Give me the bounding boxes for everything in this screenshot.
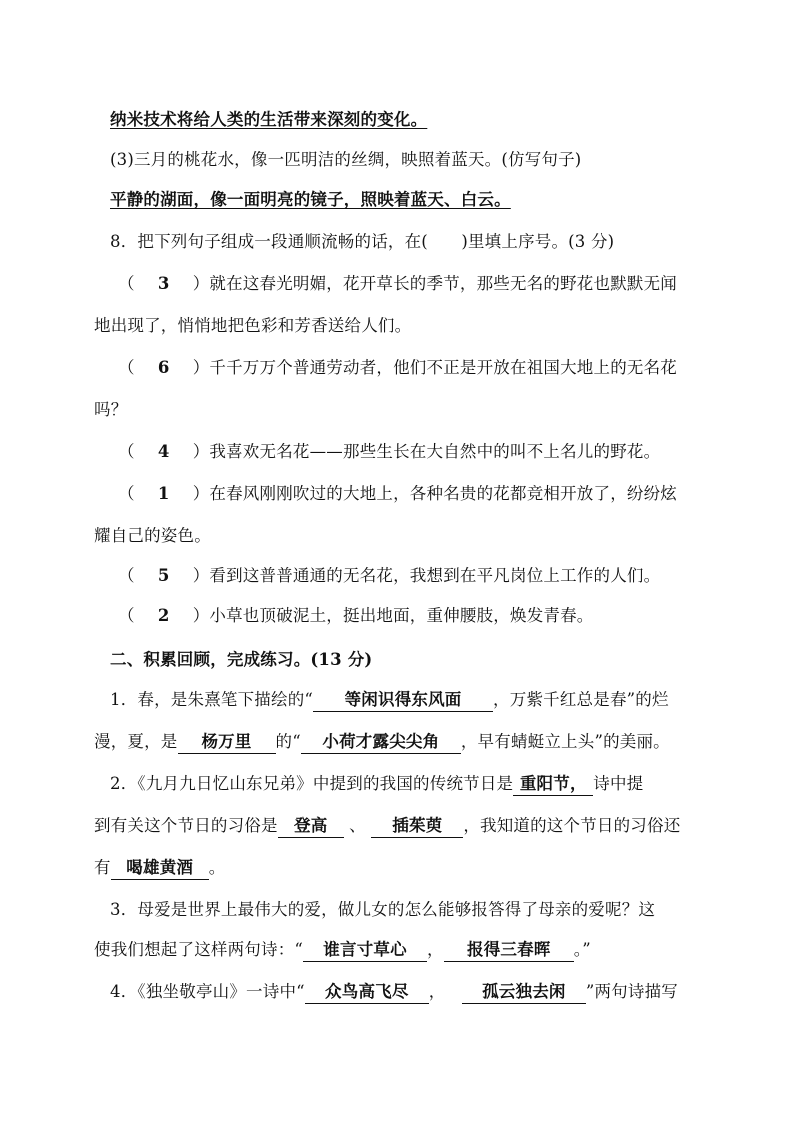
order-text: 我喜欢无名花——那些生长在大自然中的叫不上名儿的野花。	[209, 442, 661, 461]
q2-text-d: 、	[349, 816, 366, 835]
q1-text-e: ，早有蜻蜓立上头”的美丽。	[460, 732, 670, 751]
q4-blank-2: 孤云独去闲	[462, 981, 586, 1004]
order-text: 就在这春光明媚，花开草长的季节，那些无名的野花也默默无闻	[209, 274, 678, 293]
question-8-heading: 8．把下列句子组成一段通顺流畅的话，在( )里填上序号。(3 分)	[110, 232, 615, 251]
question-3-rewrite: (3)三月的桃花水，像一匹明洁的丝绸，映照着蓝天。(仿写句子)	[110, 150, 582, 169]
order-item-1: （ 3 ）就在这春光明媚，花开草长的季节，那些无名的野花也默默无闻	[118, 272, 677, 296]
order-item-4-cont: 耀自己的姿色。	[94, 526, 211, 545]
q4-line-1	[110, 980, 678, 1004]
q2-text-f: 有	[94, 858, 111, 877]
q1-text-d: 的“	[275, 732, 301, 751]
q2-blank-1: 重阳节，	[513, 773, 593, 796]
q1-blank-1: 等闲识得东风面	[313, 689, 493, 712]
q2-line-3	[94, 856, 225, 880]
order-item-2: （ 6 ）千千万万个普通劳动者，他们不正是开放在祖国大地上的无名花	[118, 356, 677, 380]
order-text: 千千万万个普通劳动者，他们不正是开放在祖国大地上的无名花	[209, 358, 678, 377]
order-item-4: （ 1 ）在春风刚刚吹过的大地上，各种名贵的花都竞相开放了，纷纷炫	[118, 482, 677, 506]
q2-text-b: 诗中提	[593, 774, 644, 793]
q2-text-e: ，我知道的这个节日的习俗还	[463, 816, 681, 835]
answer-sentence-nano: 纳米技术将给人类的生活带来深刻的变化。	[110, 110, 428, 129]
q2-text-g: 。	[208, 858, 226, 877]
order-item-1-cont: 地出现了，悄悄地把色彩和芳香送给人们。	[94, 316, 412, 335]
q3-line-2	[94, 938, 591, 962]
q2-blank-2: 登高	[278, 815, 344, 838]
q4-text-a: 4．《独坐敬亭山》一诗中“	[110, 982, 305, 1001]
q3-blank-1: 谁言寸草心	[303, 939, 427, 962]
q1-text-c: 漫，夏，是	[94, 732, 178, 751]
q2-blank-4: 喝雄黄酒	[111, 857, 209, 880]
order-number: 3	[157, 274, 170, 293]
order-number: 2	[157, 606, 170, 625]
q1-line-1	[110, 688, 669, 712]
q3-text-b: 使我们想起了这样两句诗：“	[94, 940, 304, 959]
order-number: 4	[157, 442, 170, 461]
q4-text-c: ”两句诗描写	[585, 982, 678, 1001]
order-item-6: （ 2 ）小草也顶破泥土，挺出地面，重伸腰肢，焕发青春。	[118, 604, 594, 628]
order-number: 5	[157, 566, 170, 585]
order-text: 看到这普普通通的无名花，我想到在平凡岗位上工作的人们。	[209, 566, 661, 585]
q2-blank-3: 插茱萸	[371, 815, 463, 838]
section-2-heading: 二、积累回顾，完成练习。(13 分)	[110, 650, 373, 669]
q3-line-1: 3．母爱是世界上最伟大的爱，做儿女的怎么能够报答得了母亲的爱呢？这	[110, 900, 656, 919]
q1-blank-2: 杨万里	[178, 731, 276, 754]
order-text: 小草也顶破泥土，挺出地面，重伸腰肢，焕发青春。	[209, 606, 594, 625]
q2-text-c: 到有关这个节日的习俗是	[94, 816, 278, 835]
q1-line-2	[94, 730, 670, 754]
q4-text-b: ，	[428, 982, 446, 1001]
q1-blank-3: 小荷才露尖尖角	[301, 731, 461, 754]
order-item-5: （ 5 ）看到这普普通通的无名花，我想到在平凡岗位上工作的人们。	[118, 564, 660, 588]
order-item-3: （ 4 ）我喜欢无名花——那些生长在大自然中的叫不上名儿的野花。	[118, 440, 660, 464]
q2-line-2	[94, 814, 680, 838]
q3-text-d: 。”	[573, 940, 591, 959]
order-item-2-cont: 吗？	[94, 400, 128, 419]
q1-text-a: 1．春，是朱熹笔下描绘的“	[110, 690, 314, 709]
q3-text-c: ，	[427, 940, 444, 959]
q2-text-a: 2．《九月九日忆山东兄弟》中提到的我国的传统节日是	[110, 774, 514, 793]
answer-sentence-lake: 平静的湖面，像一面明亮的镜子，照映着蓝天、白云。	[110, 190, 511, 209]
q1-text-b: ，万紫千红总是春”的烂	[493, 690, 669, 709]
order-number: 1	[157, 484, 170, 503]
order-number: 6	[157, 358, 170, 377]
q3-blank-2: 报得三春晖	[444, 939, 574, 962]
q4-blank-1: 众鸟高飞尽	[305, 981, 429, 1004]
order-text: 在春风刚刚吹过的大地上，各种名贵的花都竞相开放了，纷纷炫	[209, 484, 678, 503]
q2-line-1	[110, 772, 643, 796]
